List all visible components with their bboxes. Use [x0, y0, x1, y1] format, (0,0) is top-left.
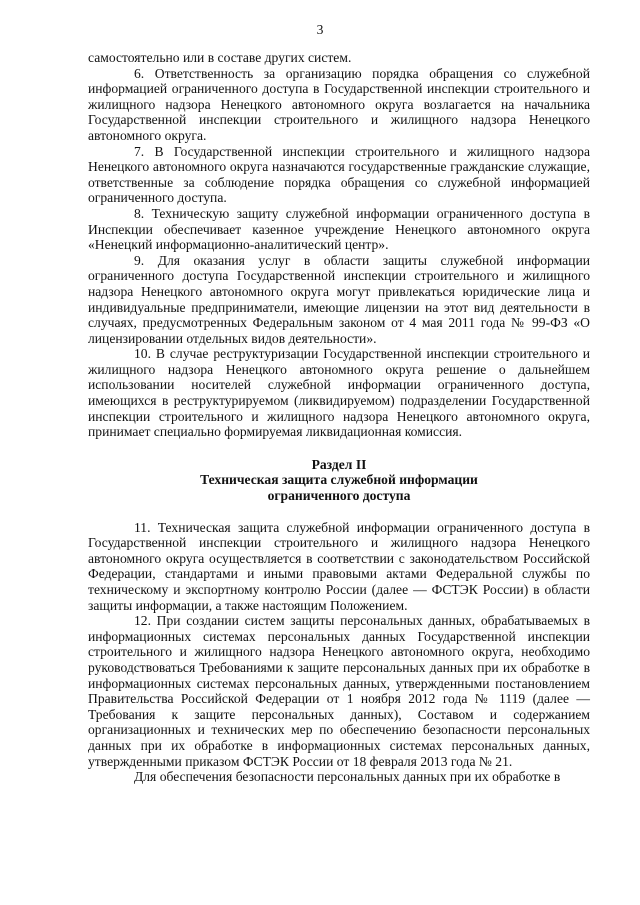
paragraph-continuation: самостоятельно или в составе других систем. [88, 50, 352, 65]
section-title-line-2: ограниченного доступа [267, 488, 411, 504]
section-title-line-1: Техническая защита служебной информации [200, 472, 478, 488]
paragraph-9: 9. Для оказания услуг в области защиты служебной информации ограниченного доступа Государственной инспекции строительного и жилищного надзора Ненецкого автономного округа могут привлекаться юридические лица и индивидуальные предприниматели, имеющие лицензии на этот вид деятельности в случаях, предусмотренных Федеральным законом от 4 мая 2011 года № 99-ФЗ «О лицензировании отдельных видов деятельности». [88, 252, 590, 346]
paragraph-10: 10. В случае реструктуризации Государственной инспекции строительного и жилищного надзора Ненецкого автономного округа решение о дальнейшем использовании носителей служебной информации ограниченного доступа, имеющихся в реструктурируемом (ликвидируемом) подразделении Государственной инспекции строительного и жилищного надзора Ненецкого автономного округа, принимает специально формируемая ликвидационная комиссия. [88, 346, 590, 440]
section-label: Раздел II [311, 456, 367, 472]
paragraph-12: 12. При создании систем защиты персональных данных, обрабатываемых в информационных системах персональных данных Государственной инспекции строительного и жилищного надзора Ненецкого автономного округа, необходимо руководствоваться Требованиями к защите персональных данных при их обработке в информационных системах персональных данных, утвержденными постановлением Правительства Российской Федерации от 1 ноября 2012 года № 1119 (далее — Требования к защите персональных данных), Составом и содержанием организационных и технических мер по обеспечению безопасности персональных данных при их обработке в информационных системах персональных данных, утвержденными приказом ФСТЭК России от 18 февраля 2013 года № 21. [88, 613, 590, 769]
paragraph-6: 6. Ответственность за организацию порядка обращения со служебной информацией ограниченного доступа в Государственной инспекции строительного и жилищного надзора Ненецкого автономного округа возлагается на начальника Государственной инспекции строительного и жилищного надзора Ненецкого автономного округа. [88, 65, 590, 143]
paragraph-8: 8. Техническую защиту служебной информации ограниченного доступа в Инспекции обеспечивает казенное учреждение Ненецкого автономного округа «Ненецкий информационно-аналитический центр». [88, 205, 590, 253]
page-number: 3 [316, 22, 324, 37]
paragraph-11: 11. Техническая защита служебной информации ограниченного доступа в Государственной инспекции строительного и жилищного надзора Ненецкого автономного округа осуществляется в соответствии с законодательством Российской Федерации, стандартами и иными правовыми актами Федеральной службы по техническому и экспортному контролю России (далее — ФСТЭК России) в области защиты информации, а также настоящим Положением. [88, 519, 590, 613]
paragraph-7: 7. В Государственной инспекции строительного и жилищного надзора Ненецкого автономного округа назначаются государственные гражданские служащие, ответственные за соблюдение порядка обращения со служебной информацией ограниченного доступа. [88, 143, 590, 206]
document-body [88, 50, 590, 785]
paragraph-continued-next-page: Для обеспечения безопасности персональных данных при их обработке в [134, 769, 561, 785]
